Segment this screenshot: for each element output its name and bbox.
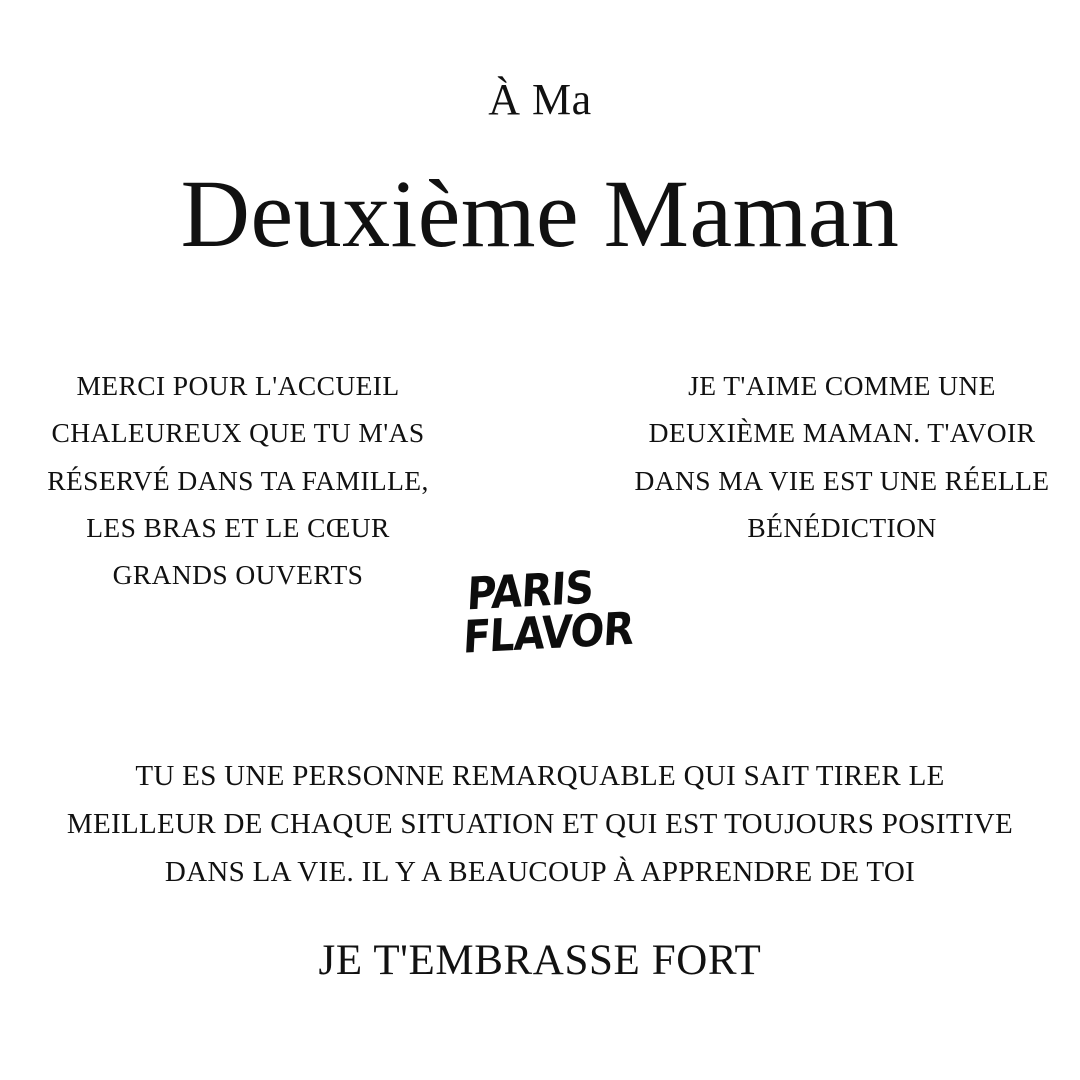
logo-line-two: FLAVOR (461, 603, 635, 665)
closing-line: JE T'EMBRASSE FORT (318, 937, 762, 984)
paris-flavor-logo (460, 562, 635, 665)
message-column-right: JE T'AIME COMME UNE DEUXIÈME MAMAN. T'AVOIR DANS MA VIE EST UNE RÉELLE BÉNÉDICTION (634, 370, 1050, 543)
logo-line-one: PARIS (465, 562, 595, 621)
body-paragraph: TU ES UNE PERSONNE REMARQUABLE QUI SAIT TIRER LE MEILLEUR DE CHAQUE SITUATION ET QUI EST TOUJOURS POSITIVE DANS LA VIE. IL Y A BEAUCOUP À APPRENDRE DE TOI (66, 760, 1014, 889)
card-eyebrow: À Ma (488, 75, 592, 124)
page-title: Deuxième Maman (180, 160, 900, 267)
two-column-message (0, 362, 1080, 598)
message-column-left: MERCI POUR L'ACCUEIL CHALEUREUX QUE TU M'AS RÉSERVÉ DANS TA FAMILLE, LES BRAS ET LE CŒUR GRANDS OUVERTS (47, 370, 429, 591)
